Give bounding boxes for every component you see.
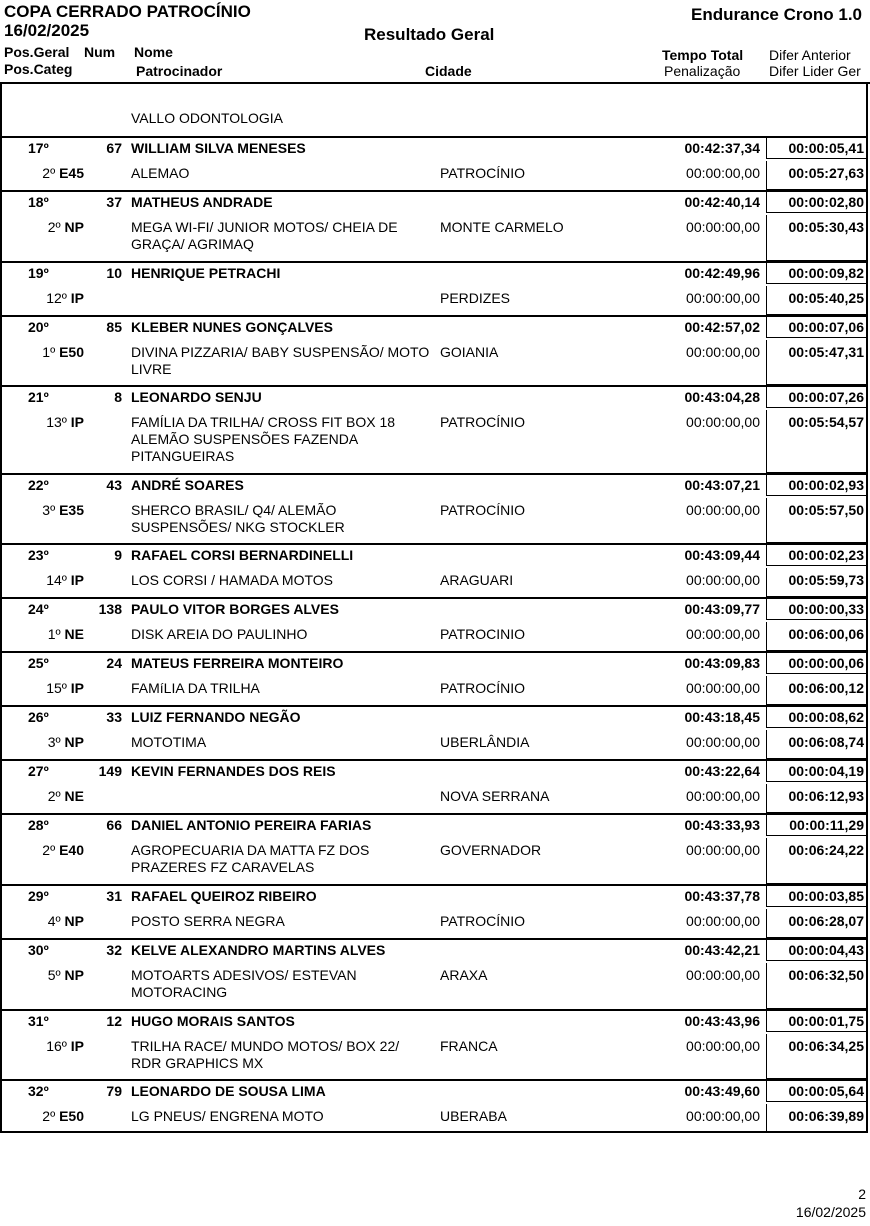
category-code: NP [64, 913, 84, 929]
diff-leader: 00:06:39,89 [788, 1108, 864, 1124]
category-rank: 3º [42, 502, 56, 518]
rider-name: RAFAEL QUEIROZ RIBEIRO [131, 888, 317, 904]
category-position [8, 414, 84, 430]
city: PATROCÍNIO [440, 502, 526, 518]
category-code: IP [70, 414, 84, 430]
sponsor: LOS CORSI / HAMADA MOTOS [131, 572, 334, 588]
rider-name: LEONARDO SENJU [131, 389, 262, 405]
col-nome: Nome [134, 44, 173, 60]
category-rank: 1º [47, 626, 61, 642]
overall-position: 17º [28, 140, 49, 156]
diff-leader: 00:06:00,06 [788, 626, 864, 642]
diff-leader: 00:06:28,07 [788, 913, 864, 929]
penalty: 00:00:00,00 [686, 219, 760, 235]
category-code: NP [64, 967, 84, 983]
penalty: 00:00:00,00 [686, 572, 760, 588]
category-rank: 4º [47, 913, 61, 929]
result-entry [0, 1079, 868, 1133]
city: PATROCÍNIO [440, 414, 526, 430]
category-position [8, 1108, 84, 1124]
overall-position: 19º [28, 265, 49, 281]
rider-name: PAULO VITOR BORGES ALVES [131, 601, 339, 617]
category-position [8, 734, 84, 750]
total-time: 00:43:49,60 [684, 1083, 760, 1099]
diff-leader: 00:05:54,57 [788, 414, 864, 430]
total-time: 00:43:18,45 [684, 709, 760, 725]
result-entry [0, 543, 868, 597]
result-entry [0, 938, 868, 1009]
rider-name: MATHEUS ANDRADE [131, 194, 273, 210]
col-difer-lider: Difer Lider Ger [769, 63, 861, 79]
category-code: NE [64, 788, 84, 804]
sponsor: FAMÍLIA DA TRILHA/ CROSS FIT BOX 18 ALEMÃO SUSPENSÕES FAZENDA PITANGUEIRAS [131, 414, 396, 464]
diff-previous: 00:00:04,19 [788, 763, 864, 779]
penalty: 00:00:00,00 [686, 414, 760, 430]
penalty: 00:00:00,00 [686, 913, 760, 929]
overall-position: 24º [28, 601, 49, 617]
category-rank: 13º [46, 414, 67, 430]
total-time: 00:43:37,78 [684, 888, 760, 904]
diff-leader: 00:05:57,50 [788, 502, 864, 518]
result-entry [0, 473, 868, 543]
software-name: Endurance Crono 1.0 [691, 5, 862, 24]
sponsor: MOTOTIMA [131, 734, 207, 750]
rider-number: 12 [106, 1013, 122, 1029]
category-position [8, 967, 84, 983]
diff-previous: 00:00:09,82 [788, 265, 864, 281]
diff-leader: 00:05:47,31 [788, 344, 864, 360]
category-rank: 2º [47, 788, 61, 804]
sponsor: TRILHA RACE/ MUNDO MOTOS/ BOX 22/ RDR GRAPHICS MX [131, 1038, 400, 1071]
overall-position: 22º [28, 477, 49, 493]
category-position [8, 219, 84, 235]
penalty: 00:00:00,00 [686, 344, 760, 360]
category-position [8, 680, 84, 696]
penalty: 00:00:00,00 [686, 290, 760, 306]
sponsor: LG PNEUS/ ENGRENA MOTO [131, 1108, 324, 1124]
category-code: NP [64, 734, 84, 750]
col-cidade: Cidade [425, 63, 472, 79]
category-position [8, 572, 84, 588]
rider-name: DANIEL ANTONIO PEREIRA FARIAS [131, 817, 372, 833]
result-entry [0, 315, 868, 385]
city: ARAGUARI [440, 572, 514, 588]
overall-position: 18º [28, 194, 49, 210]
city: PATROCINIO [440, 626, 526, 642]
category-code: E40 [59, 842, 84, 858]
diff-leader: 00:05:30,43 [788, 219, 864, 235]
col-patrocinador: Patrocinador [136, 63, 223, 79]
overall-position: 31º [28, 1013, 49, 1029]
result-entry [0, 705, 868, 759]
rider-number: 33 [106, 709, 122, 725]
overall-position: 20º [28, 319, 49, 335]
category-rank: 2º [42, 165, 56, 181]
category-code: NE [64, 626, 84, 642]
category-position [8, 290, 84, 306]
rider-number: 149 [98, 763, 122, 779]
category-code: E45 [59, 165, 84, 181]
category-position [8, 788, 84, 804]
overall-position: 23º [28, 547, 49, 563]
diff-previous: 00:00:05,64 [788, 1083, 864, 1099]
category-position [8, 913, 84, 929]
result-entry [0, 759, 868, 813]
total-time: 00:43:42,21 [684, 942, 760, 958]
rider-number: 79 [106, 1083, 122, 1099]
rider-number: 43 [106, 477, 122, 493]
category-rank: 5º [47, 967, 61, 983]
rider-name: ANDRÉ SOARES [131, 477, 244, 493]
diff-previous: 00:00:02,23 [788, 547, 864, 563]
city: PERDIZES [440, 290, 511, 306]
diff-leader: 00:06:34,25 [788, 1038, 864, 1054]
rider-name: LEONARDO DE SOUSA LIMA [131, 1083, 326, 1099]
city: UBERABA [440, 1108, 507, 1124]
total-time: 00:42:57,02 [684, 319, 760, 335]
overall-position: 25º [28, 655, 49, 671]
rider-name: KEVIN FERNANDES DOS REIS [131, 763, 336, 779]
penalty: 00:00:00,00 [686, 1108, 760, 1124]
total-time: 00:43:07,21 [684, 477, 760, 493]
sponsor: AGROPECUARIA DA MATTA FZ DOS PRAZERES FZ CARAVELAS [131, 842, 370, 875]
rider-number: 24 [106, 655, 122, 671]
category-position [8, 344, 84, 360]
rider-name: RAFAEL CORSI BERNARDINELLI [131, 547, 354, 563]
diff-previous: 00:00:03,85 [788, 888, 864, 904]
penalty: 00:00:00,00 [686, 842, 760, 858]
diff-previous: 00:00:05,41 [788, 140, 864, 156]
category-code: IP [70, 1038, 84, 1054]
city: PATROCÍNIO [440, 165, 526, 181]
penalty: 00:00:00,00 [686, 165, 760, 181]
category-code: E50 [59, 344, 84, 360]
category-rank: 16º [46, 1038, 67, 1054]
diff-leader: 00:06:24,22 [788, 842, 864, 858]
city: NOVA SERRANA [440, 788, 550, 804]
sponsor: MOTOARTS ADESIVOS/ ESTEVAN MOTORACING [131, 967, 357, 1000]
result-entry [0, 136, 868, 190]
rider-name: HENRIQUE PETRACHI [131, 265, 281, 281]
diff-previous: 00:00:08,62 [788, 709, 864, 725]
category-rank: 1º [42, 344, 56, 360]
overall-position: 21º [28, 389, 49, 405]
category-code: IP [70, 290, 84, 306]
col-difer-anterior: Difer Anterior [769, 47, 851, 63]
header-divider [0, 82, 870, 84]
result-entry [0, 1009, 868, 1079]
diff-previous: 00:00:07,06 [788, 319, 864, 335]
diff-leader: 00:06:08,74 [788, 734, 864, 750]
city: PATROCÍNIO [440, 913, 526, 929]
overall-position: 32º [28, 1083, 49, 1099]
diff-leader: 00:05:59,73 [788, 572, 864, 588]
rider-number: 67 [106, 140, 122, 156]
overall-position: 29º [28, 888, 49, 904]
category-rank: 2º [42, 1108, 56, 1124]
col-tempo-total: Tempo Total [662, 47, 744, 63]
penalty: 00:00:00,00 [686, 967, 760, 983]
city: GOVERNADOR [440, 842, 542, 858]
city: MONTE CARMELO [440, 219, 564, 235]
penalty: 00:00:00,00 [686, 1038, 760, 1054]
rider-number: 31 [106, 888, 122, 904]
page-number: 2 [858, 1186, 866, 1202]
diff-previous: 00:00:04,43 [788, 942, 864, 958]
category-position [8, 626, 84, 642]
category-code: NP [64, 219, 84, 235]
total-time: 00:42:37,34 [684, 140, 760, 156]
penalty: 00:00:00,00 [686, 680, 760, 696]
diff-previous: 00:00:00,06 [788, 655, 864, 671]
rider-name: MATEUS FERREIRA MONTEIRO [131, 655, 344, 671]
rider-name: KELVE ALEXANDRO MARTINS ALVES [131, 942, 386, 958]
diff-leader: 00:05:27,63 [788, 165, 864, 181]
total-time: 00:42:49,96 [684, 265, 760, 281]
sponsor: POSTO SERRA NEGRA [131, 913, 285, 929]
category-position [8, 165, 84, 181]
city: GOIANIA [440, 344, 499, 360]
sponsor: DIVINA PIZZARIA/ BABY SUSPENSÃO/ MOTO LIVRE [131, 344, 430, 377]
city: PATROCÍNIO [440, 680, 526, 696]
rider-number: 66 [106, 817, 122, 833]
total-time: 00:43:09,44 [684, 547, 760, 563]
rider-number: 85 [106, 319, 122, 335]
penalty: 00:00:00,00 [686, 734, 760, 750]
col-pos-geral: Pos.Geral [4, 44, 70, 60]
rider-name: KLEBER NUNES GONÇALVES [131, 319, 333, 335]
city: UBERLÂNDIA [440, 734, 530, 750]
total-time: 00:43:04,28 [684, 389, 760, 405]
total-time: 00:42:40,14 [684, 194, 760, 210]
result-entry [0, 884, 868, 938]
diff-leader: 00:06:00,12 [788, 680, 864, 696]
total-time: 00:43:22,64 [684, 763, 760, 779]
result-entry [0, 261, 868, 315]
category-position [8, 842, 84, 858]
rider-name: WILLIAM SILVA MENESES [131, 140, 306, 156]
category-rank: 15º [46, 680, 67, 696]
total-time: 00:43:09,77 [684, 601, 760, 617]
col-num: Num [84, 44, 116, 60]
result-entry [0, 813, 868, 884]
total-time: 00:43:33,93 [684, 817, 760, 833]
category-rank: 2º [47, 219, 61, 235]
diff-previous: 00:00:01,75 [788, 1013, 864, 1029]
previous-entry-sponsor: VALLO ODONTOLOGIA [131, 110, 283, 126]
penalty: 00:00:00,00 [686, 626, 760, 642]
col-penalizacao: Penalização [664, 63, 741, 79]
category-rank: 3º [47, 734, 61, 750]
report-title: Resultado Geral [364, 25, 495, 44]
result-entry [0, 190, 868, 261]
rider-number: 37 [106, 194, 122, 210]
col-pos-categ: Pos.Categ [4, 61, 73, 77]
total-time: 00:43:09,83 [684, 655, 760, 671]
category-code: E50 [59, 1108, 84, 1124]
event-name: COPA CERRADO PATROCÍNIO [4, 2, 251, 21]
penalty: 00:00:00,00 [686, 502, 760, 518]
result-entry [0, 651, 868, 705]
penalty: 00:00:00,00 [686, 788, 760, 804]
footer-date: 16/02/2025 [795, 1204, 866, 1220]
category-code: IP [70, 680, 84, 696]
overall-position: 27º [28, 763, 49, 779]
diff-leader: 00:06:32,50 [788, 967, 864, 983]
sponsor: MEGA WI-FI/ JUNIOR MOTOS/ CHEIA DE GRAÇA/ AGRIMAQ [131, 219, 398, 252]
city: FRANCA [440, 1038, 498, 1054]
category-code: IP [70, 572, 84, 588]
diff-previous: 00:00:07,26 [788, 389, 864, 405]
total-time: 00:43:43,96 [684, 1013, 760, 1029]
diff-previous: 00:00:00,33 [788, 601, 864, 617]
rider-name: LUIZ FERNANDO NEGÃO [131, 709, 301, 725]
event-date: 16/02/2025 [4, 21, 90, 40]
rider-number: 10 [106, 265, 122, 281]
result-entry [0, 385, 868, 473]
diff-leader: 00:05:40,25 [788, 290, 864, 306]
category-rank: 2º [42, 842, 56, 858]
rider-number: 138 [98, 601, 122, 617]
category-position [8, 1038, 84, 1054]
overall-position: 26º [28, 709, 49, 725]
sponsor: FAMíLIA DA TRILHA [131, 680, 260, 696]
sponsor: SHERCO BRASIL/ Q4/ ALEMÃO SUSPENSÕES/ NKG STOCKLER [131, 502, 345, 535]
rider-number: 8 [114, 389, 122, 405]
sponsor: DISK AREIA DO PAULINHO [131, 626, 308, 642]
diff-previous: 00:00:02,80 [788, 194, 864, 210]
category-rank: 14º [46, 572, 67, 588]
rider-number: 9 [114, 547, 122, 563]
sponsor: ALEMAO [131, 165, 190, 181]
diff-leader: 00:06:12,93 [788, 788, 864, 804]
rider-number: 32 [106, 942, 122, 958]
category-code: E35 [59, 502, 84, 518]
category-rank: 12º [46, 290, 67, 306]
rider-name: HUGO MORAIS SANTOS [131, 1013, 295, 1029]
overall-position: 28º [28, 817, 49, 833]
diff-previous: 00:00:02,93 [788, 477, 864, 493]
city: ARAXA [440, 967, 488, 983]
overall-position: 30º [28, 942, 49, 958]
diff-previous: 00:00:11,29 [789, 817, 864, 833]
result-entry [0, 597, 868, 651]
category-position [8, 502, 84, 518]
